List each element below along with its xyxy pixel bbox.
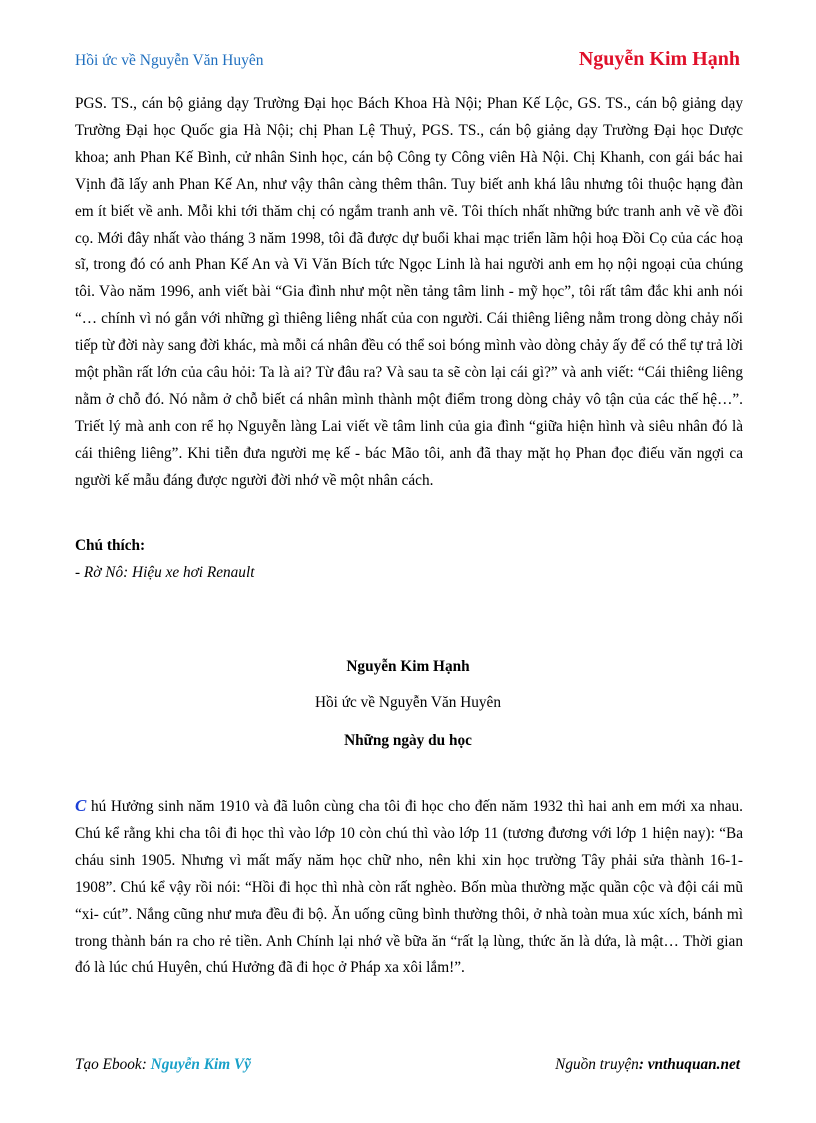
chapter-author: Nguyễn Kim Hạnh xyxy=(346,658,470,675)
chapter-title: Những ngày du học xyxy=(344,732,472,749)
chapter-paragraph xyxy=(75,793,743,982)
footer-source-label: Nguồn truyện xyxy=(555,1056,639,1073)
footer-source-credit xyxy=(555,1056,740,1074)
chapter-paragraph-text: hú Hưởng sinh năm 1910 và đã luôn cùng cha tôi đi học cho đến năm 1932 thì hai anh em mới xa nhau. Chú kể rằng khi cha tôi đi học thì vào lớp 10 còn chú thì vào lớp 11 (tương đương với lớp 1 hiện nay): “Ba cháu sinh 1905. Nhưng vì mất mấy năm học chữ nho, nên khi xin học trường Tây phải sửa thành 16-1-1908”. Chú kể vậy rồi nói: “Hồi đi học thì nhà còn rất nghèo. Bốn mùa thường mặc quần cộc và đội cái mũ “xi- cút”. Nắng cũng như mưa đều đi bộ. Ăn uống cũng bình thường thôi, ở nhà toàn mua xúc xích, bánh mì trong thành bán ra cho rẻ tiền. Anh Chính lại nhớ về bữa ăn “rất lạ lùng, thức ăn là dứa, là mật… Thời gian đó là lúc chú Huyên, chú Hưởng đã đi học ở Pháp xa xôi lắm!”. xyxy=(75,798,743,977)
footer-ebook-label: Tạo Ebook xyxy=(75,1056,142,1073)
footer-ebook-sep: : xyxy=(141,1056,151,1073)
paragraph-continued: PGS. TS., cán bộ giảng dạy Trường Đại học Bách Khoa Hà Nội; Phan Kế Lộc, GS. TS., cán bộ giảng dạy Trường Đại học Quốc gia Hà Nội; chị Phan Lệ Thuỷ, PGS. TS., cán bộ giảng dạy Trường Đại học Dược khoa; anh Phan Kế Bình, cử nhân Sinh học, cán bộ Công ty Công viên Hà Nội. Chị Khanh, con gái bác hai Vịnh đã lấy anh Phan Kế An, như vậy thân càng thêm thân. Tuy biết anh khá lâu nhưng tôi thuộc hạng đàn em ít biết về anh. Mỗi khi tới thăm chị có ngắm tranh anh vẽ. Tôi thích nhất những bức tranh anh vẽ về đồi cọ. Mới đây nhất vào tháng 3 năm 1998, tôi đã được dự buổi khai mạc triển lãm hội hoạ Đồi Cọ của các hoạ sĩ, trong đó có anh Phan Kế An và Vi Văn Bích tức Ngọc Linh là hai người anh em họ nội ngoại của chúng tôi. Vào năm 1996, anh viết bài “Gia đình như một nền tảng tâm linh - mỹ học”, tôi rất tâm đắc khi anh nói “… chính vì nó gắn với những gì thiêng liêng nhất của con người. Cái thiêng liêng nằm trong dòng chảy nối tiếp từ đời này sang đời khác, mà mỗi cá nhân đều có thể soi bóng mình vào dòng chảy ấy để có thể tự trả lời một phần rất lớn của câu hỏi: Ta là ai? Từ đâu ra? Và sau ta sẽ còn lại cái gì?” và anh viết: “Cái thiêng liêng nằm ở chỗ đó. Nó nằm ở chỗ biết cá nhân mình thành một điểm trong dòng chảy vô tận của các thế hệ…”. Triết lý mà anh con rể họ Nguyễn làng Lai viết về tâm linh của gia đình “giữa hiện hình và siêu nhân đó là cái thiêng liêng”. Khi tiễn đưa người mẹ kế - bác Mão tôi, anh đã thay mặt họ Phan đọc điếu văn ngợi ca người kế mẫu đáng được người đời nhớ về một nhân cách. xyxy=(75,95,743,489)
footer-ebook-credit xyxy=(75,1056,251,1074)
footer-source-site[interactable]: vnthuquan.net xyxy=(647,1056,740,1073)
header-book-title: Hồi ức về Nguyễn Văn Huyên xyxy=(75,52,264,69)
notes-heading: Chú thích: xyxy=(75,537,146,554)
footer-source-sep: : xyxy=(638,1056,648,1073)
header-author: Nguyễn Kim Hạnh xyxy=(578,48,740,70)
chapter-book-title: Hồi ức về Nguyễn Văn Huyên xyxy=(314,694,501,711)
notes-item: - Rờ Nô: Hiệu xe hơi Renault xyxy=(75,564,255,581)
drop-cap: C xyxy=(75,796,87,815)
footer-ebook-name: Nguyễn Kim Vỹ xyxy=(150,1056,251,1073)
